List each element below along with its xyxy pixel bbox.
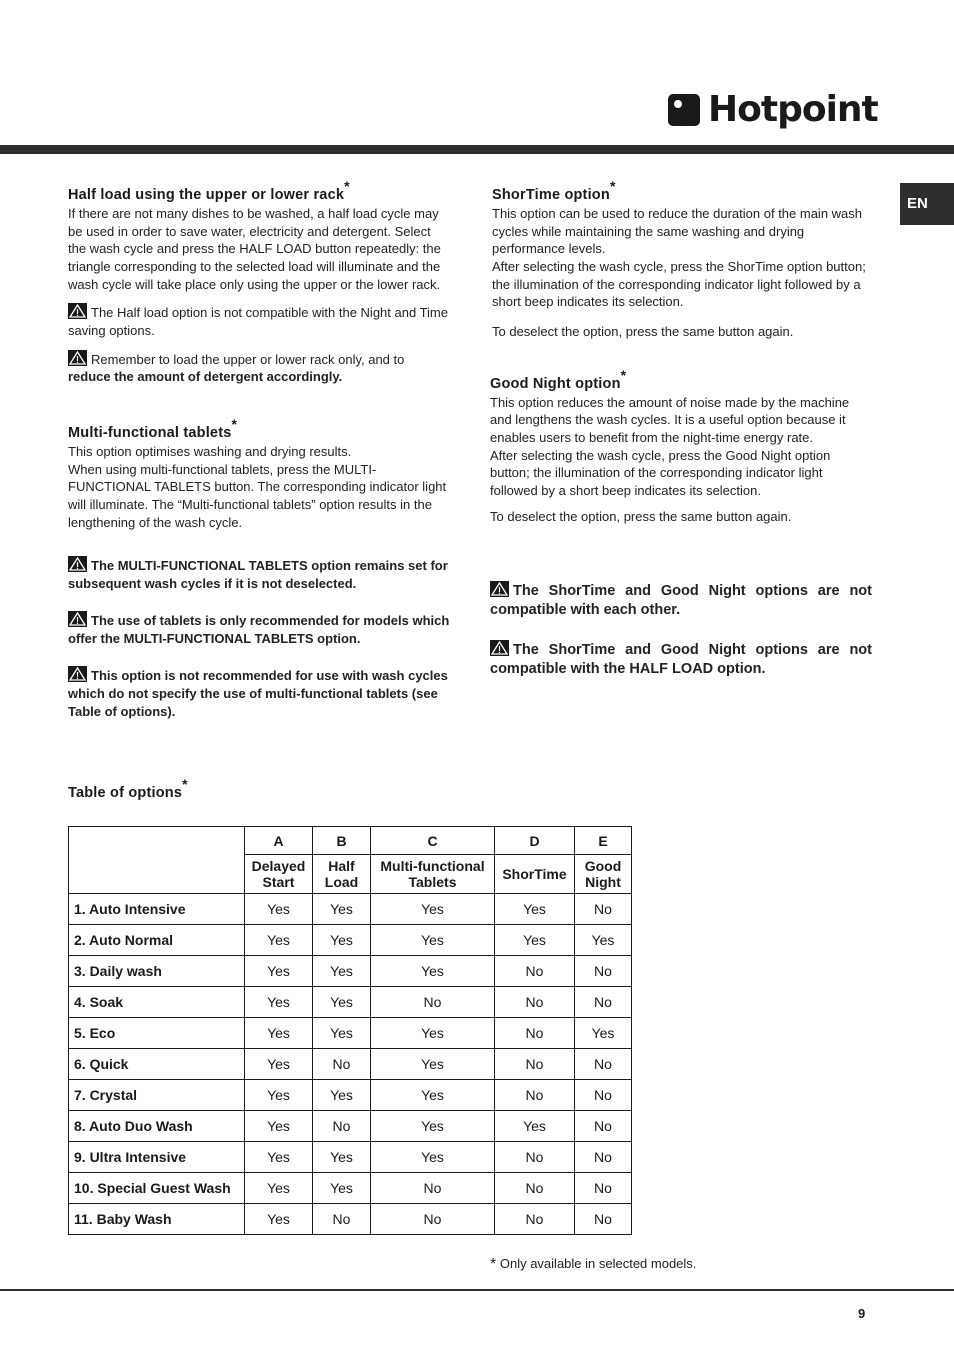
- warning-icon: [490, 581, 509, 597]
- table-cell: Yes: [495, 925, 575, 956]
- column-letter: E: [575, 827, 632, 855]
- multi-tablets-heading: Multi-functional tablets*: [68, 416, 238, 441]
- table-row: [69, 1142, 632, 1173]
- table-row: [69, 1173, 632, 1204]
- top-divider: [0, 145, 954, 154]
- multi-tablets-warning-2: The use of tablets is only recommended for models which offer the MULTI-FUNCTIONAL TABLETS option.: [68, 612, 450, 646]
- table-cell: Yes: [245, 987, 313, 1018]
- table-cell: No: [495, 1018, 575, 1049]
- table-cell: No: [575, 1173, 632, 1204]
- table-cell: No: [313, 1111, 371, 1142]
- table-cell: Yes: [371, 1018, 495, 1049]
- table-row: [69, 956, 632, 987]
- table-cell: No: [575, 1142, 632, 1173]
- table-corner-cell: [69, 827, 245, 894]
- column-letter: B: [313, 827, 371, 855]
- warning-icon: [68, 666, 87, 682]
- cycle-name: 5. Eco: [69, 1018, 245, 1049]
- table-cell: Yes: [371, 894, 495, 925]
- cycle-name: 11. Baby Wash: [69, 1204, 245, 1235]
- cycle-name: 2. Auto Normal: [69, 925, 245, 956]
- shortime-body-2: After selecting the wash cycle, press the ShorTime option button; the illumination of the corresponding indicator light followed by a short beep indicates its selection.: [492, 258, 866, 310]
- table-cell: No: [575, 1049, 632, 1080]
- multi-tablets-warning-1: The MULTI-FUNCTIONAL TABLETS option remains set for subsequent wash cycles if it is not deselected.: [68, 557, 448, 591]
- table-cell: No: [575, 1204, 632, 1235]
- table-row: [69, 894, 632, 925]
- table-cell: Yes: [313, 956, 371, 987]
- column-header: Multi-functional Tablets: [371, 855, 495, 894]
- table-title: Table of options*: [68, 776, 188, 801]
- table-cell: Yes: [245, 1049, 313, 1080]
- cycle-name: 1. Auto Intensive: [69, 894, 245, 925]
- table-cell: No: [495, 1080, 575, 1111]
- column-header: ShorTime: [495, 855, 575, 894]
- half-load-body: If there are not many dishes to be washed, a half load cycle may be used in order to save water, electricity and detergent. Select the wash cycle and press the HALF LOAD button repeatedly: the triangle corresponding to the selected load will illuminate and the wash cycle will take place only using the upper or the lower rack.: [68, 205, 441, 292]
- logo-mark-icon: [668, 94, 700, 126]
- table-cell: Yes: [575, 1018, 632, 1049]
- table-row: [69, 1204, 632, 1235]
- table-cell: No: [495, 1049, 575, 1080]
- table-cell: Yes: [245, 1018, 313, 1049]
- table-cell: Yes: [371, 925, 495, 956]
- table-cell: Yes: [245, 1080, 313, 1111]
- table-row: [69, 1049, 632, 1080]
- table-cell: No: [495, 1142, 575, 1173]
- cycle-name: 9. Ultra Intensive: [69, 1142, 245, 1173]
- table-cell: No: [495, 1173, 575, 1204]
- table-row: [69, 987, 632, 1018]
- table-cell: Yes: [371, 1080, 495, 1111]
- table-cell: Yes: [245, 1111, 313, 1142]
- table-cell: Yes: [245, 956, 313, 987]
- table-cell: Yes: [371, 956, 495, 987]
- multi-tablets-body-2: When using multi-functional tablets, press the MULTI-FUNCTIONAL TABLETS button. The corresponding indicator light will illuminate. The “Multi-functional tablets” option results in the lengthening of the wash cycle.: [68, 461, 447, 530]
- half-load-warning-1: The Half load option is not compatible with the Night and Time saving options.: [68, 305, 448, 339]
- options-table: [68, 826, 632, 1235]
- shortime-heading: ShorTime option*: [492, 178, 616, 203]
- table-cell: Yes: [313, 1018, 371, 1049]
- brand-name: Hotpoint: [708, 89, 878, 130]
- cycle-name: 3. Daily wash: [69, 956, 245, 987]
- table-cell: Yes: [495, 894, 575, 925]
- table-cell: Yes: [313, 1173, 371, 1204]
- column-letter: D: [495, 827, 575, 855]
- half-load-heading: Half load using the upper or lower rack*: [68, 178, 350, 203]
- table-cell: No: [495, 987, 575, 1018]
- cycle-name: 8. Auto Duo Wash: [69, 1111, 245, 1142]
- cycle-name: 10. Special Guest Wash: [69, 1173, 245, 1204]
- compat-warning-2: The ShorTime and Good Night options are not compatible with the HALF LOAD option.: [490, 641, 872, 677]
- table-cell: No: [575, 1111, 632, 1142]
- table-cell: Yes: [371, 1049, 495, 1080]
- multi-tablets-warning-3: This option is not recommended for use with wash cycles which do not specify the use of multi-functional tablets (see Table of options).: [68, 667, 448, 719]
- table-cell: Yes: [245, 1173, 313, 1204]
- warning-icon: [490, 640, 509, 656]
- table-cell: No: [495, 956, 575, 987]
- good-night-heading: Good Night option*: [490, 366, 627, 392]
- table-cell: Yes: [575, 925, 632, 956]
- table-cell: No: [371, 1204, 495, 1235]
- cycle-name: 4. Soak: [69, 987, 245, 1018]
- table-cell: No: [313, 1204, 371, 1235]
- table-cell: Yes: [495, 1111, 575, 1142]
- table-cell: No: [313, 1049, 371, 1080]
- language-tab: EN: [900, 183, 954, 225]
- column-letter: A: [245, 827, 313, 855]
- warning-icon: [68, 303, 87, 319]
- good-night-body-1: This option reduces the amount of noise made by the machine and lengthens the wash cycles. It is a useful option because it enables users to benefit from the night-time energy rate.: [490, 394, 850, 445]
- cycle-name: 6. Quick: [69, 1049, 245, 1080]
- shortime-body-1: This option can be used to reduce the duration of the main wash cycles while maintaining the same washing and drying performance levels.: [492, 205, 863, 257]
- table-row: [69, 1080, 632, 1111]
- table-cell: Yes: [245, 925, 313, 956]
- table-cell: Yes: [313, 987, 371, 1018]
- table-cell: Yes: [313, 1142, 371, 1173]
- table-cell: Yes: [313, 894, 371, 925]
- good-night-body-2: After selecting the wash cycle, press the Good Night option button; the illumination of the corresponding indicator light followed by a short beep indicates its selection.: [490, 447, 831, 499]
- table-cell: Yes: [371, 1142, 495, 1173]
- warning-icon: [68, 611, 87, 627]
- shortime-deselect: To deselect the option, press the same button again.: [492, 324, 794, 340]
- table-cell: Yes: [313, 1080, 371, 1111]
- table-row: [69, 1111, 632, 1142]
- table-cell: No: [575, 987, 632, 1018]
- table-cell: Yes: [245, 894, 313, 925]
- table-cell: No: [575, 956, 632, 987]
- table-cell: Yes: [245, 1142, 313, 1173]
- table-row: [69, 925, 632, 956]
- half-load-warning-2: Remember to load the upper or lower rack only, and to reduce the amount of detergent accordingly.: [68, 351, 405, 385]
- column-header: Half Load: [313, 855, 371, 894]
- table-cell: No: [575, 894, 632, 925]
- footnote: * Only available in selected models.: [490, 1256, 697, 1273]
- column-letter: C: [371, 827, 495, 855]
- column-header: Delayed Start: [245, 855, 313, 894]
- left-column: [68, 178, 450, 721]
- table-letter-row: [69, 827, 632, 855]
- page-number: 9: [858, 1306, 866, 1321]
- table-cell: No: [371, 1173, 495, 1204]
- table-cell: No: [575, 1080, 632, 1111]
- cycle-name: 7. Crystal: [69, 1080, 245, 1111]
- table-cell: Yes: [313, 925, 371, 956]
- table-row: [69, 1018, 632, 1049]
- table-cell: Yes: [371, 1111, 495, 1142]
- good-night-deselect: To deselect the option, press the same button again.: [490, 508, 792, 524]
- warning-icon: [68, 350, 87, 366]
- right-column: [490, 178, 872, 679]
- bottom-divider: [0, 1289, 954, 1291]
- compat-warning-1: The ShorTime and Good Night options are not compatible with each other.: [490, 582, 872, 618]
- multi-tablets-body-1: This option optimises washing and drying results.: [68, 443, 352, 459]
- table-cell: No: [371, 987, 495, 1018]
- table-cell: No: [495, 1204, 575, 1235]
- brand-logo: [668, 89, 878, 130]
- column-header: Good Night: [575, 855, 632, 894]
- table-cell: Yes: [245, 1204, 313, 1235]
- warning-icon: [68, 556, 87, 572]
